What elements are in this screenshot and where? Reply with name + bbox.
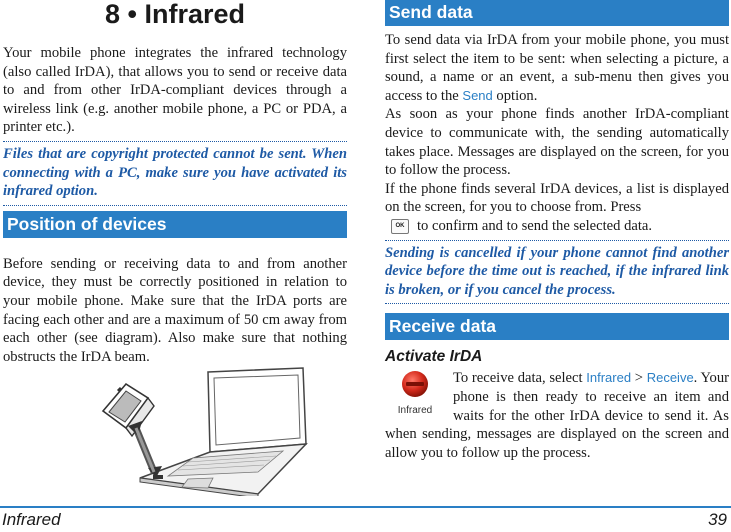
infrared-icon-caption: Infrared bbox=[397, 405, 433, 417]
phone-illustration bbox=[103, 384, 154, 436]
left-column bbox=[3, 0, 347, 366]
send-paragraph-2: As soon as your phone finds another IrDA-compliant device to communicate with, the sending automatically takes place. Messages are displayed on the screen, for you to follow the process. bbox=[385, 106, 729, 179]
footer-section-name: Infrared bbox=[2, 510, 61, 529]
section-heading-position: Position of devices bbox=[3, 211, 347, 238]
receive-paragraph: To receive data, select Infrared > Receive. Your phone is then ready to receive an item and waits for the other IrDA device to send it. As when sending, messages are displayed on the screen and allow you to follow up the process. bbox=[385, 370, 730, 461]
chapter-title: 8 • Infrared bbox=[105, 0, 245, 29]
infrared-menu-icon bbox=[385, 369, 445, 421]
send-keyword: Send bbox=[462, 87, 493, 103]
page-number: 39 bbox=[708, 510, 727, 529]
infrared-icon bbox=[400, 369, 430, 399]
section-heading-send: Send data bbox=[385, 0, 729, 26]
receive-keyword: Receive bbox=[646, 370, 694, 386]
ok-key-icon: OK bbox=[391, 219, 409, 234]
send-paragraph-3: If the phone finds several IrDA devices, a list is displayed on the screen, for you to choose from. Press OK to confirm and to send the selected data. bbox=[385, 180, 729, 234]
send-note-text: Sending is cancelled if your phone cannot find another device before the time out is reached, if the infrared link is broken, or if you cancel the process. bbox=[385, 244, 729, 298]
irda-diagram bbox=[98, 366, 318, 496]
ir-beam-arrow bbox=[128, 421, 162, 478]
receive-block bbox=[385, 369, 729, 462]
section-heading-receive: Receive data bbox=[385, 313, 729, 340]
footer-rule bbox=[0, 506, 731, 508]
intro-note bbox=[3, 141, 347, 206]
send-paragraph-1: To send data via IrDA from your mobile phone, you must first select the item to be sent: when selecting a picture, a sound, a name or an event, a sub-menu then gives you access to the Send option. bbox=[385, 32, 729, 104]
intro-note-text: Files that are copyright protected cannot be sent. When connecting with a PC, make sure you have activated its infrared option. bbox=[3, 145, 347, 200]
right-column bbox=[385, 0, 729, 462]
laptop-illustration bbox=[140, 368, 306, 496]
infrared-keyword: Infrared bbox=[586, 370, 632, 386]
activate-irda-heading: Activate IrDA bbox=[385, 348, 483, 366]
send-note bbox=[385, 240, 729, 305]
intro-paragraph: Your mobile phone integrates the infrared technology (also called IrDA), that allows you to send or receive data to and from other IrDA-compliant devices through a wireless link (e.g. another mobile phone, a PC or PDA, a printer etc.). bbox=[3, 45, 347, 136]
position-paragraph: Before sending or receiving data to and from another device, they must be correctly positioned in relation to your mobile phone. Make sure that the IrDA ports are facing each other and are a maximum of 50 cm away from each other (see diagram). Also make sure that nothing obstructs the IrDA beam. bbox=[3, 255, 347, 365]
